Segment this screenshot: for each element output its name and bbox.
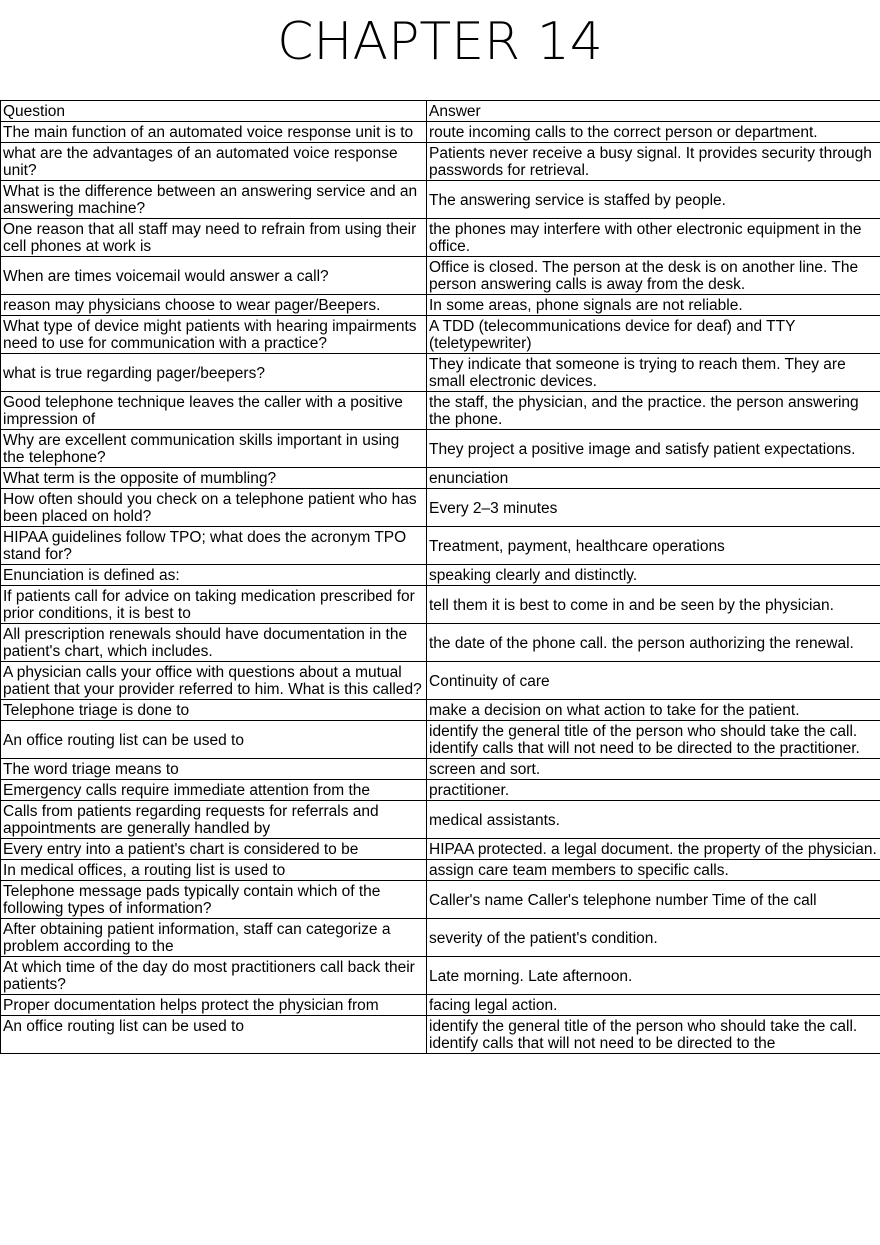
question-cell: When are times voicemail would answer a call? — [1, 257, 427, 295]
table-row — [1, 759, 880, 780]
table-row — [1, 295, 880, 316]
header-answer: Answer — [427, 101, 880, 122]
answer-cell: identify the general title of the person who should take the call. identify calls that will not need to be directed to the — [427, 1016, 880, 1054]
question-cell: reason may physicians choose to wear pager/Beepers. — [1, 295, 427, 316]
answer-cell: screen and sort. — [427, 759, 880, 780]
qa-table — [0, 100, 880, 1054]
table-row — [1, 143, 880, 181]
question-cell: Every entry into a patient's chart is considered to be — [1, 839, 427, 860]
answer-cell: A TDD (telecommunications device for deaf) and TTY (teletypewriter) — [427, 316, 880, 354]
question-cell: After obtaining patient information, staff can categorize a problem according to the — [1, 919, 427, 957]
answer-cell: the date of the phone call. the person authorizing the renewal. — [427, 624, 880, 662]
table-header-row — [1, 101, 880, 122]
answer-cell: practitioner. — [427, 780, 880, 801]
table-row — [1, 662, 880, 700]
answer-cell: Continuity of care — [427, 662, 880, 700]
question-cell: HIPAA guidelines follow TPO; what does the acronym TPO stand for? — [1, 527, 427, 565]
answer-cell: The answering service is staffed by people. — [427, 181, 880, 219]
question-cell: what are the advantages of an automated voice response unit? — [1, 143, 427, 181]
answer-cell: Late morning. Late afternoon. — [427, 957, 880, 995]
answer-cell: They project a positive image and satisfy patient expectations. — [427, 430, 880, 468]
table-row — [1, 995, 880, 1016]
answer-cell: Patients never receive a busy signal. It provides security through passwords for retrieval. — [427, 143, 880, 181]
question-cell: Calls from patients regarding requests for referrals and appointments are generally handled by — [1, 801, 427, 839]
question-cell: In medical offices, a routing list is used to — [1, 860, 427, 881]
question-cell: Good telephone technique leaves the caller with a positive impression of — [1, 392, 427, 430]
table-row — [1, 122, 880, 143]
answer-cell: route incoming calls to the correct person or department. — [427, 122, 880, 143]
table-row — [1, 1016, 880, 1054]
table-row — [1, 860, 880, 881]
table-row — [1, 489, 880, 527]
question-cell: A physician calls your office with questions about a mutual patient that your provider referred to him. What is this called? — [1, 662, 427, 700]
table-row — [1, 316, 880, 354]
table-row — [1, 780, 880, 801]
question-cell: How often should you check on a telephone patient who has been placed on hold? — [1, 489, 427, 527]
question-cell: Enunciation is defined as: — [1, 565, 427, 586]
question-cell: An office routing list can be used to — [1, 721, 427, 759]
answer-cell: medical assistants. — [427, 801, 880, 839]
answer-cell: enunciation — [427, 468, 880, 489]
question-cell: Why are excellent communication skills important in using the telephone? — [1, 430, 427, 468]
answer-cell: HIPAA protected. a legal document. the property of the physician. — [427, 839, 880, 860]
answer-cell: Caller's name Caller's telephone number Time of the call — [427, 881, 880, 919]
table-row — [1, 700, 880, 721]
answer-cell: tell them it is best to come in and be seen by the physician. — [427, 586, 880, 624]
question-cell: If patients call for advice on taking medication prescribed for prior conditions, it is best to — [1, 586, 427, 624]
table-row — [1, 354, 880, 392]
answer-cell: identify the general title of the person who should take the call. identify calls that will not need to be directed to the practitioner. — [427, 721, 880, 759]
table-row — [1, 430, 880, 468]
qa-table-body — [1, 101, 880, 1054]
table-row — [1, 586, 880, 624]
question-cell: What type of device might patients with hearing impairments need to use for communication with a practice? — [1, 316, 427, 354]
table-row — [1, 801, 880, 839]
question-cell: The word triage means to — [1, 759, 427, 780]
table-row — [1, 181, 880, 219]
question-cell: One reason that all staff may need to refrain from using their cell phones at work is — [1, 219, 427, 257]
table-row — [1, 219, 880, 257]
question-cell: What is the difference between an answering service and an answering machine? — [1, 181, 427, 219]
answer-cell: assign care team members to specific calls. — [427, 860, 880, 881]
question-cell: What term is the opposite of mumbling? — [1, 468, 427, 489]
question-cell: The main function of an automated voice response unit is to — [1, 122, 427, 143]
table-row — [1, 565, 880, 586]
answer-cell: Office is closed. The person at the desk is on another line. The person answering calls is away from the desk. — [427, 257, 880, 295]
answer-cell: the staff, the physician, and the practice. the person answering the phone. — [427, 392, 880, 430]
header-question: Question — [1, 101, 427, 122]
table-row — [1, 957, 880, 995]
question-cell: An office routing list can be used to — [1, 1016, 427, 1054]
answer-cell: facing legal action. — [427, 995, 880, 1016]
table-row — [1, 919, 880, 957]
table-row — [1, 624, 880, 662]
answer-cell: They indicate that someone is trying to reach them. They are small electronic devices. — [427, 354, 880, 392]
answer-cell: severity of the patient's condition. — [427, 919, 880, 957]
question-cell: All prescription renewals should have documentation in the patient's chart, which includes. — [1, 624, 427, 662]
question-cell: Emergency calls require immediate attention from the — [1, 780, 427, 801]
question-cell: Telephone triage is done to — [1, 700, 427, 721]
question-cell: Proper documentation helps protect the physician from — [1, 995, 427, 1016]
answer-cell: Every 2–3 minutes — [427, 489, 880, 527]
answer-cell: Treatment, payment, healthcare operations — [427, 527, 880, 565]
table-row — [1, 839, 880, 860]
page-title: CHAPTER 14 — [277, 12, 603, 72]
answer-cell: In some areas, phone signals are not reliable. — [427, 295, 880, 316]
answer-cell: the phones may interfere with other electronic equipment in the office. — [427, 219, 880, 257]
question-cell: At which time of the day do most practitioners call back their patients? — [1, 957, 427, 995]
table-row — [1, 392, 880, 430]
answer-cell: make a decision on what action to take for the patient. — [427, 700, 880, 721]
table-row — [1, 721, 880, 759]
table-row — [1, 257, 880, 295]
table-row — [1, 468, 880, 489]
question-cell: Telephone message pads typically contain which of the following types of information? — [1, 881, 427, 919]
table-row — [1, 881, 880, 919]
table-row — [1, 527, 880, 565]
question-cell: what is true regarding pager/beepers? — [1, 354, 427, 392]
answer-cell: speaking clearly and distinctly. — [427, 565, 880, 586]
